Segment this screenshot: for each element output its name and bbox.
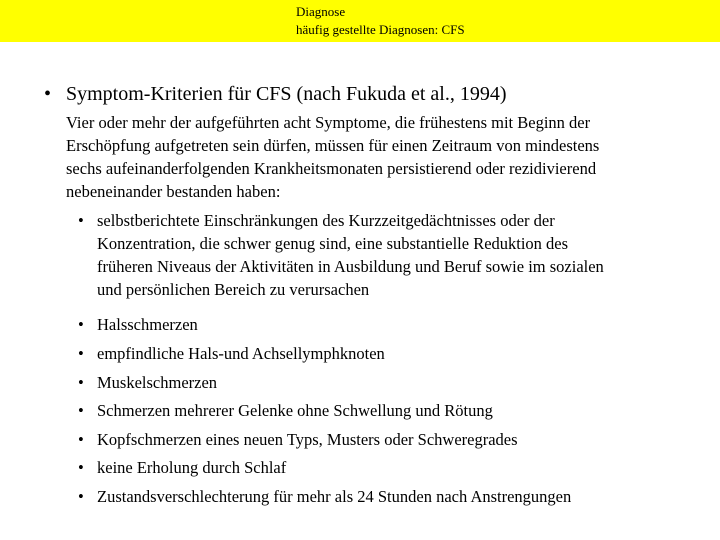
header-band (0, 0, 720, 42)
bullet-dot: • (78, 211, 84, 230)
symptom-line: Kopfschmerzen eines neuen Typs, Musters oder Schweregrades (97, 430, 518, 449)
bullet-dot: • (78, 487, 84, 506)
intro-line: nebeneinander bestanden haben: (66, 182, 281, 201)
main-bullet-title: Symptom-Kriterien für CFS (nach Fukuda et al., 1994) (66, 83, 507, 105)
header-subtitle: häufig gestellte Diagnosen: CFS (296, 22, 465, 37)
symptom-line: und persönlichen Bereich zu verursachen (97, 280, 370, 299)
intro-line: Vier oder mehr der aufgeführten acht Symptome, die frühestens mit Beginn der (66, 113, 591, 132)
symptom-line: empfindliche Hals-und Achsellymphknoten (97, 344, 385, 363)
symptom-line: keine Erholung durch Schlaf (97, 458, 287, 477)
symptom-line: Schmerzen mehrerer Gelenke ohne Schwellung und Rötung (97, 401, 493, 420)
intro-line: Erschöpfung aufgetreten sein dürfen, müssen für einen Zeitraum von mindestens (66, 136, 600, 155)
bullet-dot: • (78, 344, 84, 363)
symptom-line: selbstberichtete Einschränkungen des Kurzzeitgedächtnisses oder der (97, 211, 555, 230)
symptom-line: Halsschmerzen (97, 315, 198, 334)
symptom-line: früheren Niveaus der Aktivitäten in Ausbildung und Beruf sowie im sozialen (97, 257, 604, 276)
bullet-dot: • (78, 401, 84, 420)
bullet-dot: • (78, 315, 84, 334)
symptom-line: Konzentration, die schwer genug sind, eine substantielle Reduktion des (97, 234, 569, 253)
symptom-line: Muskelschmerzen (97, 373, 218, 392)
bullet-dot: • (78, 430, 84, 449)
intro-line: sechs aufeinanderfolgenden Krankheitsmonaten persistierend oder rezidivierend (66, 159, 597, 178)
main-bullet (44, 82, 507, 106)
slide-header (296, 3, 465, 39)
bullet-dot: • (78, 458, 84, 477)
intro-paragraph (66, 111, 716, 203)
symptom-line: Zustandsverschlechterung für mehr als 24 Stunden nach Anstrengungen (97, 487, 572, 506)
bullet-dot: • (78, 373, 84, 392)
bullet-dot: • (44, 83, 52, 105)
header-title: Diagnose (296, 4, 346, 19)
